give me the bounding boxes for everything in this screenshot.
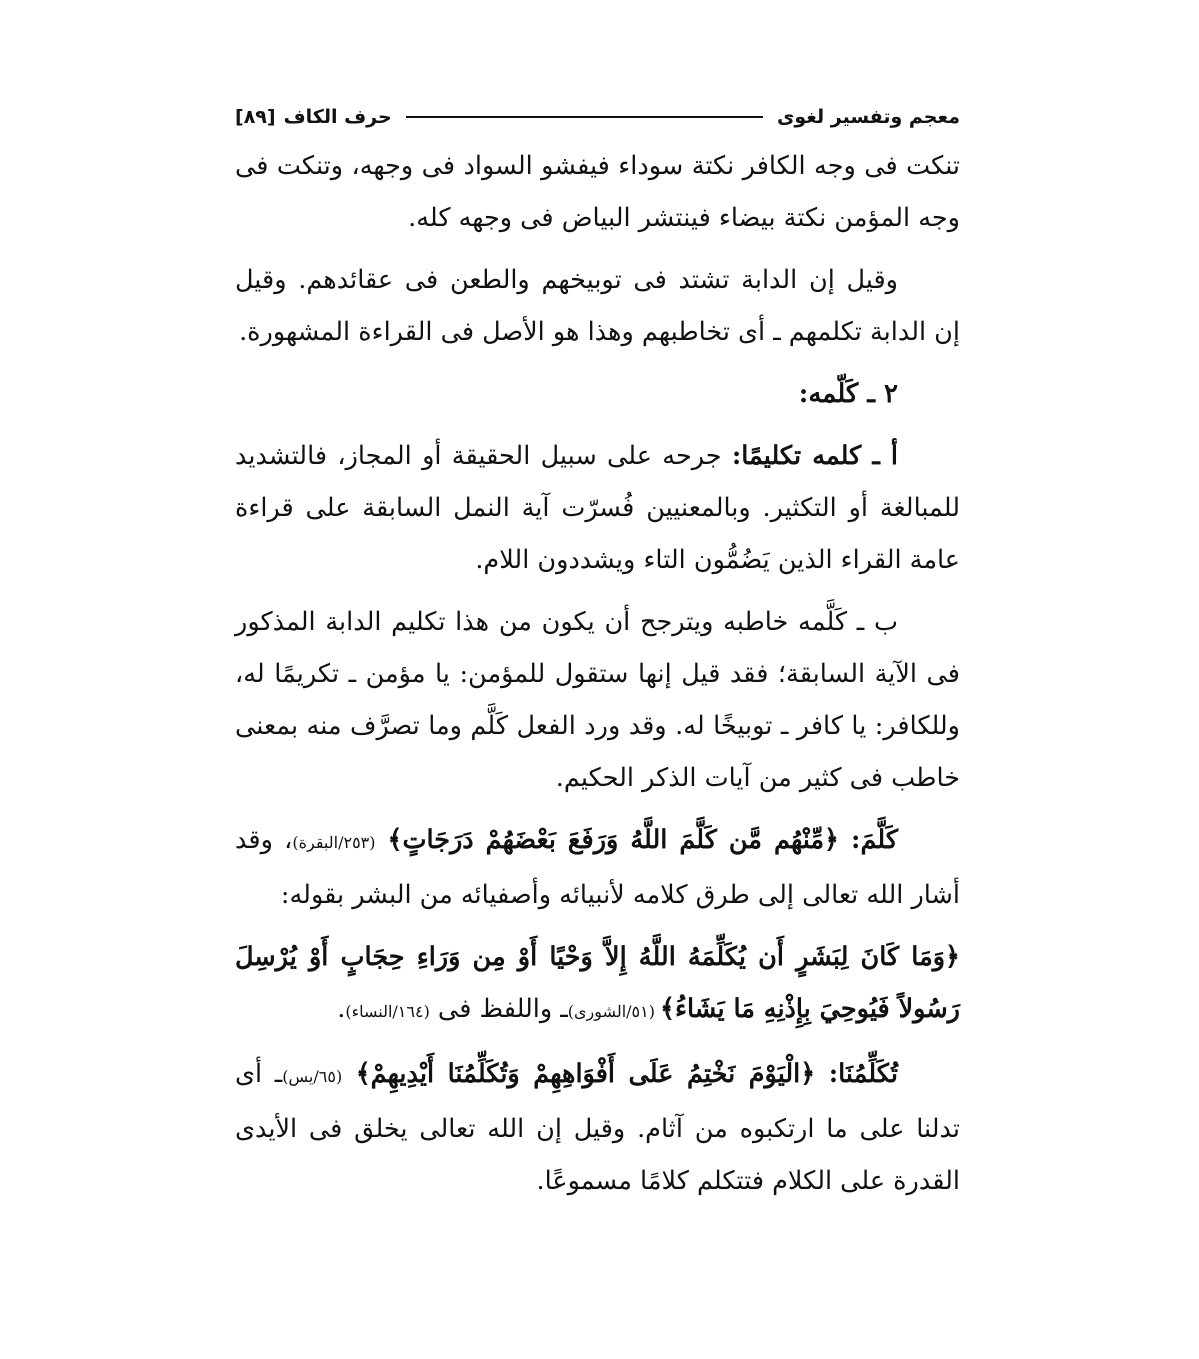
paragraph-3 — [235, 430, 960, 586]
paragraph-6-mid: ـ واللفظ فى — [429, 994, 568, 1024]
verse-ref-1: (٢٥٣/البقرة) — [292, 833, 376, 852]
page — [235, 100, 960, 1217]
paragraph-5-text: ، وقد أشار الله تعالى إلى طرق كلامه لأنبيائه وأصفيائه من البشر بقوله: — [235, 825, 960, 910]
section-title: حرف الكاف — [283, 106, 392, 128]
section-heading: ٢ ـ كَلّمه: — [798, 379, 898, 409]
running-header — [235, 100, 960, 134]
verse-ref-2: (٥١/الشورى) — [567, 1002, 661, 1021]
term-kallama: كَلَّمَ: — [851, 825, 898, 855]
paragraph-5 — [235, 814, 960, 921]
book-title: معجم وتفسير لغوى — [776, 106, 960, 128]
quran-verse-2: ﴿وَمَا كَانَ لِبَشَرٍ أَن يُكَلِّمَهُ اللَّهُ إِلاَّ وَحْيًا أَوْ مِن وَرَاءِ حِجَابٍ أَوْ يُرْسِلَ رَسُولاً فَيُوحِيَ بِإِذْنِهِ مَا يَشَاءُ﴾ — [235, 942, 960, 1024]
paragraph-4: ب ـ كَلَّمه خاطبه ويترجح أن يكون من هذا تكليم الدابة المذكور فى الآية السابقة؛ فقد قيل إنها ستقول للمؤمن: يا مؤمن ـ تكريمًا له، وللكافر: يا كافر ـ توبيخًا له. وقد ورد الفعل كَلَّم وما تصرَّف منه بمعنى خاطب فى كثير من آيات الذكر الحكيم. — [235, 607, 960, 793]
paragraph-1: تنكت فى وجه الكافر نكتة سوداء فيفشو السواد فى وجهه، وتنكت فى وجه المؤمن نكتة بيضاء فينتشر البياض فى وجهه كله. — [235, 151, 960, 233]
quran-verse-3: ﴿الْيَوْمَ نَخْتِمُ عَلَى أَفْوَاهِهِمْ وَتُكَلِّمُنَا أَيْدِيهِمْ﴾ — [342, 1059, 829, 1089]
paragraph-6 — [235, 931, 960, 1038]
page-number: [٨٩] — [235, 106, 276, 128]
quran-verse-1: ﴿مِّنْهُم مَّن كَلَّمَ اللَّهُ وَرَفَعَ بَعْضَهُمْ دَرَجَاتٍ﴾ — [375, 825, 852, 855]
paragraph-7 — [235, 1048, 960, 1207]
verse-ref-3: (١٦٤/النساء) — [345, 1002, 430, 1021]
verse-ref-4: (٦٥/يس) — [282, 1067, 343, 1086]
term-lead: أ ـ كلمه تكليمًا: — [731, 441, 898, 471]
header-rule — [406, 116, 763, 118]
header-left — [235, 106, 392, 128]
body-text — [235, 140, 960, 1207]
paragraph-2: وقيل إن الدابة تشتد فى توبيخهم والطعن فى عقائدهم. وقيل إن الدابة تكلمهم ـ أى تخاطبهم وهذا هو الأصل فى القراءة المشهورة. — [235, 265, 960, 347]
paragraph-3-text: جرحه على سبيل الحقيقة أو المجاز، فالتشديد للمبالغة أو التكثير. وبالمعنيين فُسرّت آية النمل السابقة على قراءة عامة القراء الذين يَضُمُّون التاء ويشددون اللام. — [235, 441, 960, 575]
paragraph-6-end: . — [337, 994, 346, 1024]
term-tukallimuna: تُكَلِّمُنَا: — [828, 1059, 898, 1089]
paragraph-7-text: ـ أى تدلنا على ما ارتكبوه من آثام. وقيل إن الله تعالى يخلق فى الأيدى القدرة على الكلام فتتكلم كلامًا مسموعًا. — [235, 1059, 960, 1196]
